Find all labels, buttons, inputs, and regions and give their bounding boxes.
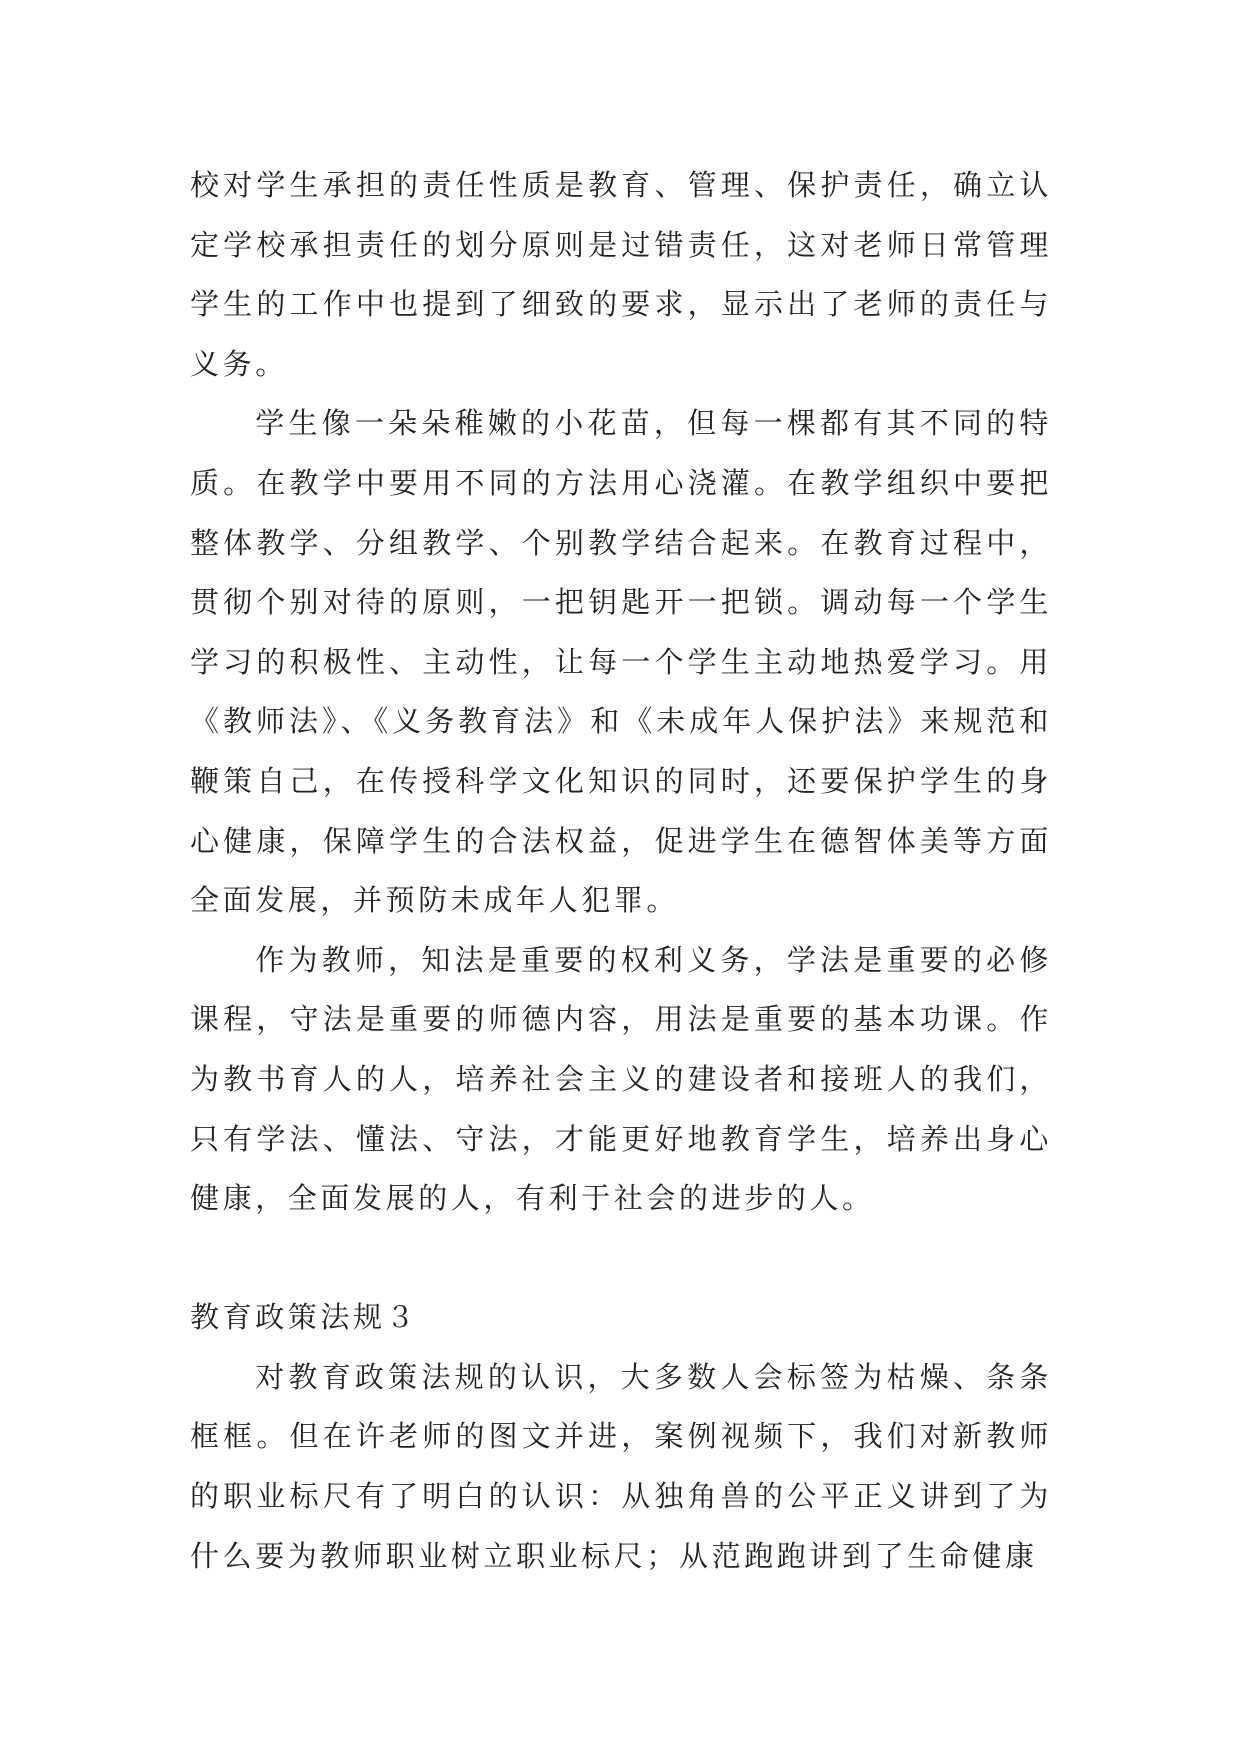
section-heading: 教育政策法规３ xyxy=(190,1300,419,1335)
paragraph-2: 学生像一朵朵稚嫩的小花苗，但每一棵都有其不同的特质。在教学中要用不同的方法用心浇灌。在教学组织中要把整体教学、分组教学、个别教学结合起来。在教育过程中，贯彻个别对待的原则，一把钥匙开一把锁。调动每一个学生学习的积极性、主动性，让每一个学生主动地热爱学习。用《教师法》、《义务教育法》和《未成年人保护法》来规范和鞭策自己，在传授科学文化知识的同时，还要保护学生的身心健康，保障学生的合法权益，促进学生在德智体美等方面全面发展，并预防未成年人犯罪。 xyxy=(190,406,1052,918)
document-body xyxy=(190,156,1052,1586)
paragraph-3: 作为教师，知法是重要的权利义务，学法是重要的必修课程，守法是重要的师德内容，用法是重要的基本功课。作为教书育人的人，培养社会主义的建设者和接班人的我们，只有学法、懂法、守法，才能更好地教育学生，培养出身心健康，全面发展的人，有利于社会的进步的人。 xyxy=(190,942,1052,1216)
paragraph-1: 校对学生承担的责任性质是教育、管理、保护责任，确立认定学校承担责任的划分原则是过错责任，这对老师日常管理学生的工作中也提到了细致的要求，显示出了老师的责任与义务。 xyxy=(190,168,1052,381)
paragraph-4: 对教育政策法规的认识，大多数人会标签为枯燥、条条框框。但在许老师的图文并进，案例视频下，我们对新教师的职业标尺有了明白的认识：从独角兽的公平正义讲到了为什么要为教师职业树立职业标尺；从范跑跑讲到了生命健康 xyxy=(190,1359,1052,1573)
